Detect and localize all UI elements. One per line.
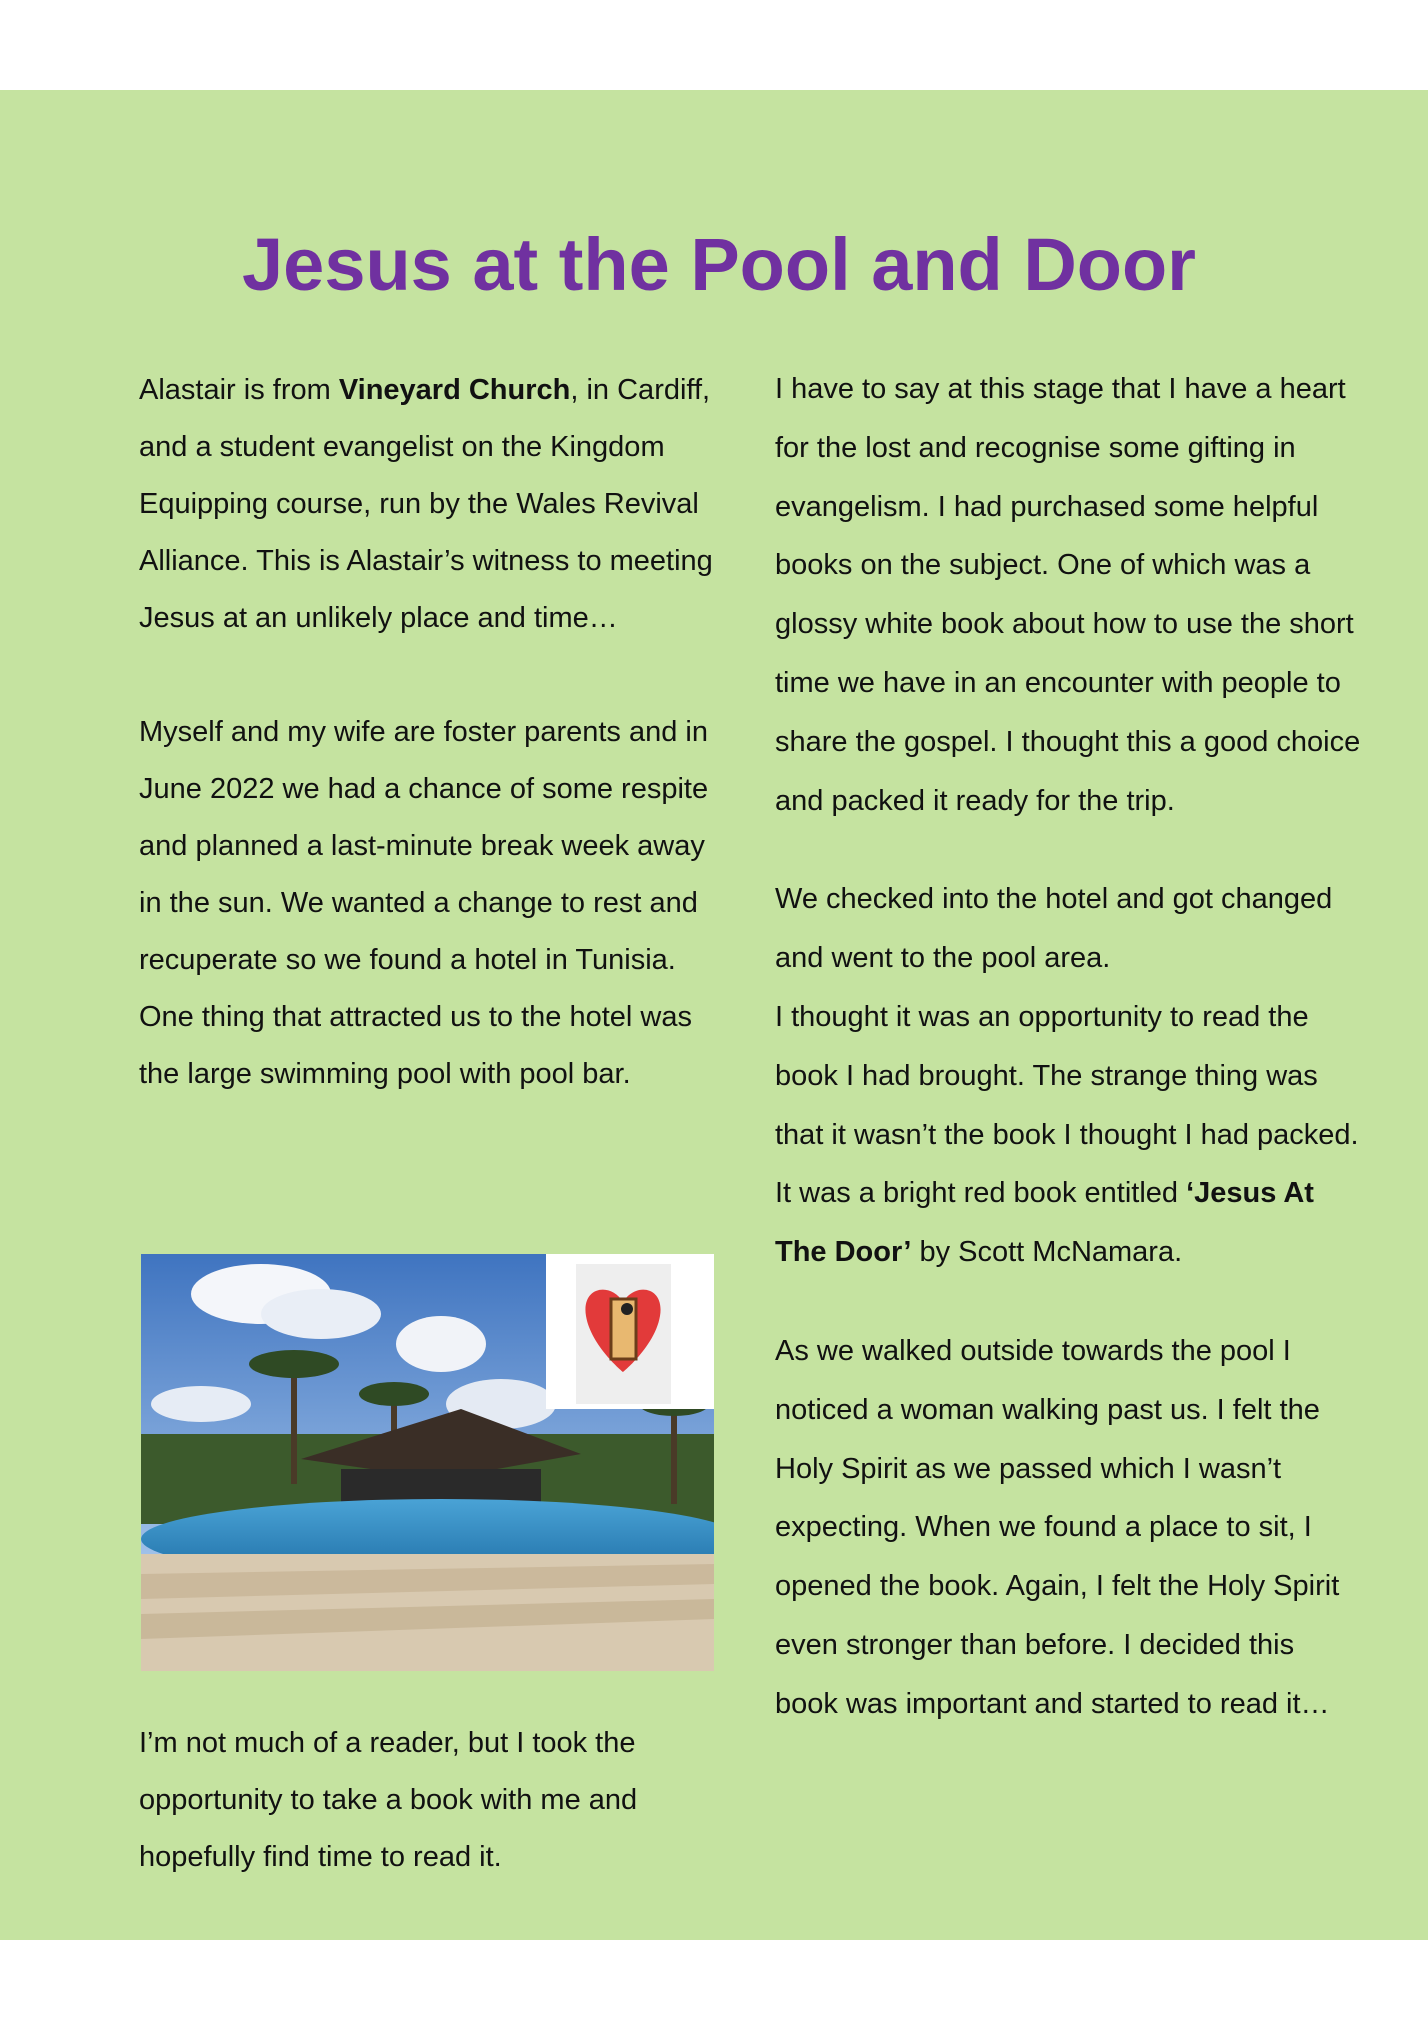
hotel-line: We checked into the hotel and got changed and went to the pool area. bbox=[775, 883, 1333, 975]
evangelism-paragraph: I have to say at this stage that I have a heart for the lost and recognise some gifting in evangelism. I had purchased some helpful books on the subject. One of which was a glossy white book about how to use the short time we have in an encounter with people to share the gospel. I thought this a good choice and packed it ready for the trip. bbox=[775, 373, 1361, 817]
book-title: ‘Jesus At The Door’ bbox=[775, 1177, 1314, 1269]
left-column-bottom bbox=[139, 1715, 719, 1886]
intro-paragraph: Alastair is from Vineyard Church, in Cardiff, and a student evangelist on the Kingdom Equipping course, run by the Wales Revival Alliance. This is Alastair’s witness to meeting Jesus at an unlikely place and time… bbox=[139, 374, 713, 634]
page-title: Jesus at the Pool and Door bbox=[242, 223, 1196, 306]
pool-photo bbox=[141, 1254, 714, 1671]
holy-spirit-paragraph: As we walked outside towards the pool I noticed a woman walking past us. I felt the Holy Spirit as we passed which I wasn’t expecting. When we found a place to sit, I opened the book. Again, I felt the Holy Spirit even stronger than before. I decided this book was important and started to read it… bbox=[775, 1334, 1340, 1720]
church-name: Vineyard Church bbox=[338, 374, 571, 406]
right-column bbox=[775, 360, 1365, 1734]
foster-paragraph: Myself and my wife are foster parents and in June 2022 we had a chance of some respite and planned a last-minute break week away in the sun. We wanted a change to rest and recuperate so we found a hotel in Tunisia. One thing that attracted us to the hotel was the large swimming pool with pool bar. bbox=[139, 716, 709, 1090]
left-column bbox=[139, 362, 719, 1103]
book-paragraph: I thought it was an opportunity to read the book I had brought. The strange thing was that it wasn’t the book I thought I had packed. It was a bright red book entitled ‘Jesus At The Door’ by Scott McNamara. bbox=[775, 1000, 1359, 1269]
reader-paragraph: I’m not much of a reader, but I took the opportunity to take a book with me and hopefully find time to read it. bbox=[139, 1727, 638, 1873]
